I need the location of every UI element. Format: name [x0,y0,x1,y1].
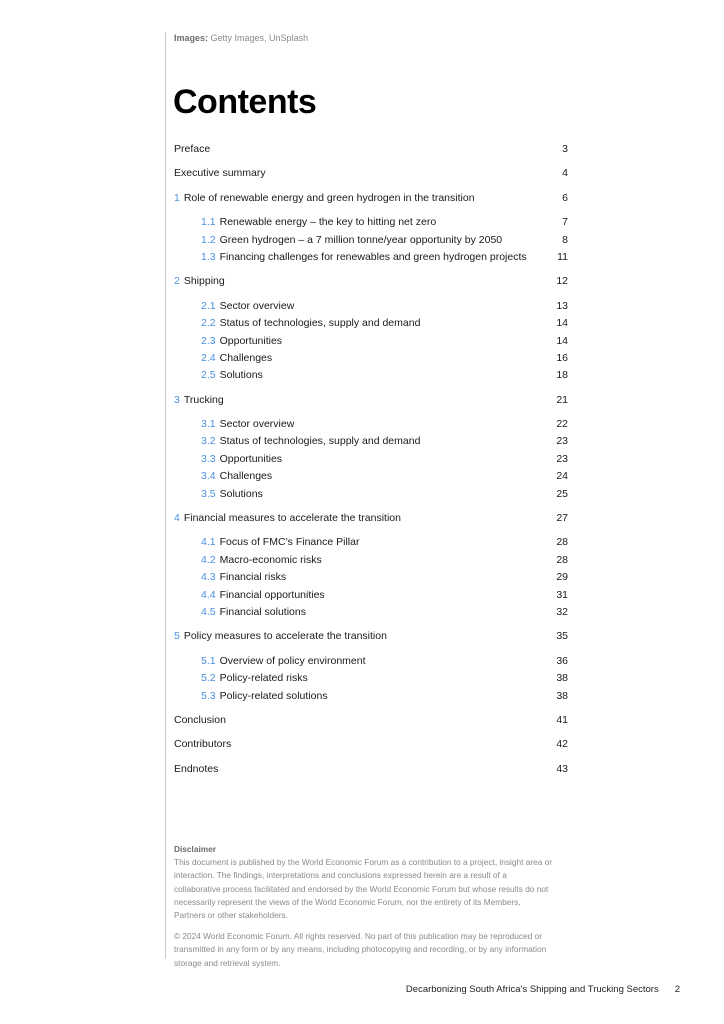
toc-entry-number: 2.1 [201,299,216,312]
toc-entry-label: Status of technologies, supply and demand [219,317,421,330]
toc-entry-number: 3.5 [201,487,216,500]
toc-entry-number: 3.2 [201,435,216,448]
toc-entry[interactable] [174,628,568,645]
toc-entry[interactable] [174,367,568,384]
toc-entry-number: 1.3 [201,250,216,263]
toc-entry-label: Solutions [219,369,263,382]
toc-entry-label: Endnotes [174,762,219,775]
toc-entry-number: 5.3 [201,689,216,702]
toc-entry-page: 18 [556,369,568,382]
toc-entry[interactable] [174,736,568,753]
footer-title: Decarbonizing South Africa’s Shipping and Trucking Sectors [405,984,659,995]
toc-entry[interactable] [174,587,568,604]
toc-entry-page: 36 [556,654,568,667]
toc-entry-page: 28 [556,553,568,566]
toc-entry-label: Sector overview [219,299,295,312]
toc-entry[interactable] [174,214,568,231]
toc-entry-number: 5.2 [201,672,216,685]
toc-entry-label: Opportunities [219,334,283,347]
toc-entry[interactable] [174,552,568,569]
toc-entry-page: 14 [556,334,568,347]
page-footer [406,984,680,995]
toc-entry-label: Trucking [183,393,224,406]
toc-entry[interactable] [174,190,568,207]
toc-entry-page: 23 [556,452,568,465]
toc-entry-label: Shipping [183,275,225,288]
toc-entry-number: 1.1 [201,216,216,229]
toc-entry[interactable] [174,141,568,158]
toc-entry-page: 31 [556,588,568,601]
toc-entry[interactable] [174,670,568,687]
disclaimer-body: This document is published by the World Economic Forum as a contribution to a project, insight area or interaction. The findings, interpretations and conclusions expressed herein are a result of a collaborative process facilitated and endorsed by the World Economic Forum but whose results do not necessarily represent the views of the World Economic Forum, nor the entirety of its Members, Partners or other stakeholders. [174,857,553,921]
toc-entry[interactable] [174,534,568,551]
toc-entry-page: 7 [562,216,568,229]
toc-entry-label: Policy measures to accelerate the transition [183,630,387,643]
toc-entry-page: 11 [557,250,568,263]
toc-entry-label: Preface [174,143,211,155]
toc-entry-label: Financial solutions [219,605,306,618]
toc-entry-label: Financial risks [219,571,287,584]
toc-entry[interactable] [174,165,568,182]
toc-entry-page: 43 [556,762,568,775]
toc-entry[interactable] [174,688,568,705]
toc-entry-page: 35 [556,630,568,643]
toc-entry[interactable] [174,315,568,332]
toc-entry[interactable] [174,249,568,266]
toc-entry-number: 2 [174,275,180,288]
toc-entry-number: 4.3 [201,571,216,584]
toc-entry-page: 41 [556,713,568,726]
toc-entry-page: 28 [556,536,568,549]
toc-entry-number: 4.1 [201,536,216,549]
disclaimer-heading: Disclaimer [174,844,216,854]
toc-entry-label: Role of renewable energy and green hydrogen in the transition [183,191,475,204]
toc-entry-page: 29 [556,571,568,584]
toc-entry-number: 3.4 [201,470,216,483]
toc-entry-page: 25 [556,487,568,500]
toc-entry-number: 5 [174,630,180,643]
toc-entry-label: Challenges [219,470,273,483]
toc-entry-number: 2.5 [201,369,216,382]
toc-entry-page: 4 [562,167,568,180]
toc-entry-number: 4.2 [201,553,216,566]
toc-entry[interactable] [174,433,568,450]
toc-entry-page: 22 [556,418,568,431]
toc-entry[interactable] [174,298,568,315]
toc-entry[interactable] [174,350,568,367]
toc-entry-label: Renewable energy – the key to hitting net zero [219,216,437,229]
toc-entry-label: Macro-economic risks [219,553,322,566]
toc-entry-label: Financial opportunities [219,588,325,601]
toc-entry-page: 38 [556,689,568,702]
toc-entry-page: 6 [562,191,568,204]
toc-entry-page: 27 [556,512,568,525]
toc-entry[interactable] [174,451,568,468]
toc-entry[interactable] [174,392,568,409]
toc-entry[interactable] [174,761,568,778]
toc-entry-label: Financing challenges for renewables and green hydrogen projects [219,250,527,263]
toc-entry-label: Focus of FMC’s Finance Pillar [219,536,360,549]
toc-entry[interactable] [174,273,568,290]
toc-entry-label: Opportunities [219,452,283,465]
toc-entry-page: 14 [556,317,568,330]
toc-entry-page: 13 [556,299,568,312]
toc-entry[interactable] [174,232,568,249]
toc-entry-page: 3 [562,143,568,155]
toc-entry[interactable] [174,510,568,527]
toc-entry-number: 4.4 [201,588,216,601]
toc-entry-number: 1 [174,191,180,204]
toc-entry-number: 2.2 [201,317,216,330]
toc-entry-label: Contributors [174,738,232,751]
toc-entry-label: Status of technologies, supply and demand [219,435,421,448]
toc-entry-page: 12 [556,275,568,288]
toc-entry-number: 3.3 [201,452,216,465]
toc-entry[interactable] [174,569,568,586]
toc-entry-page: 24 [556,470,568,483]
toc-entry-label: Green hydrogen – a 7 million tonne/year opportunity by 2050 [219,233,503,246]
toc-entry[interactable] [174,604,568,621]
toc-entry-page: 23 [556,435,568,448]
toc-entry[interactable] [174,468,568,485]
toc-entry-number: 2.3 [201,334,216,347]
toc-entry-number: 5.1 [201,654,216,667]
table-of-contents [174,141,568,778]
toc-entry-page: 8 [562,233,568,246]
toc-entry-label: Conclusion [174,713,226,726]
disclaimer [174,843,554,970]
toc-entry-label: Challenges [219,351,273,364]
toc-entry-page: 42 [556,738,568,751]
toc-entry-label: Policy-related risks [219,672,308,685]
toc-entry-label: Financial measures to accelerate the transition [183,512,401,525]
toc-entry[interactable] [174,712,568,729]
toc-entry-label: Policy-related solutions [219,689,328,702]
page-title: Contents [173,83,317,121]
toc-entry[interactable] [174,653,568,670]
toc-entry[interactable] [174,333,568,350]
toc-entry-number: 2.4 [201,351,216,364]
copyright-notice: © 2024 World Economic Forum. All rights reserved. No part of this publication may be reproduced or transmitted in any form or by any means, including photocopying and recording, or by any information storage and retrieval system. [174,931,547,968]
toc-entry-label: Executive summary [174,167,266,180]
toc-entry-page: 38 [556,672,568,685]
toc-entry[interactable] [174,486,568,503]
footer-page-number: 2 [674,984,680,995]
toc-entry-label: Solutions [219,487,263,500]
toc-entry-number: 1.2 [201,233,216,246]
toc-entry-page: 16 [556,351,568,364]
image-credits [174,33,308,43]
margin-rule [165,32,166,959]
toc-entry-label: Overview of policy environment [219,654,366,667]
toc-entry-number: 4 [174,512,180,525]
toc-entry[interactable] [174,416,568,433]
credits-label: Images: [174,33,209,43]
toc-entry-label: Sector overview [219,418,295,431]
credits-text: Getty Images, UnSplash [210,33,309,43]
toc-entry-page: 32 [556,605,568,618]
toc-entry-number: 3 [174,393,180,406]
toc-entry-number: 3.1 [201,418,216,431]
toc-entry-page: 21 [556,393,568,406]
toc-entry-number: 4.5 [201,605,216,618]
